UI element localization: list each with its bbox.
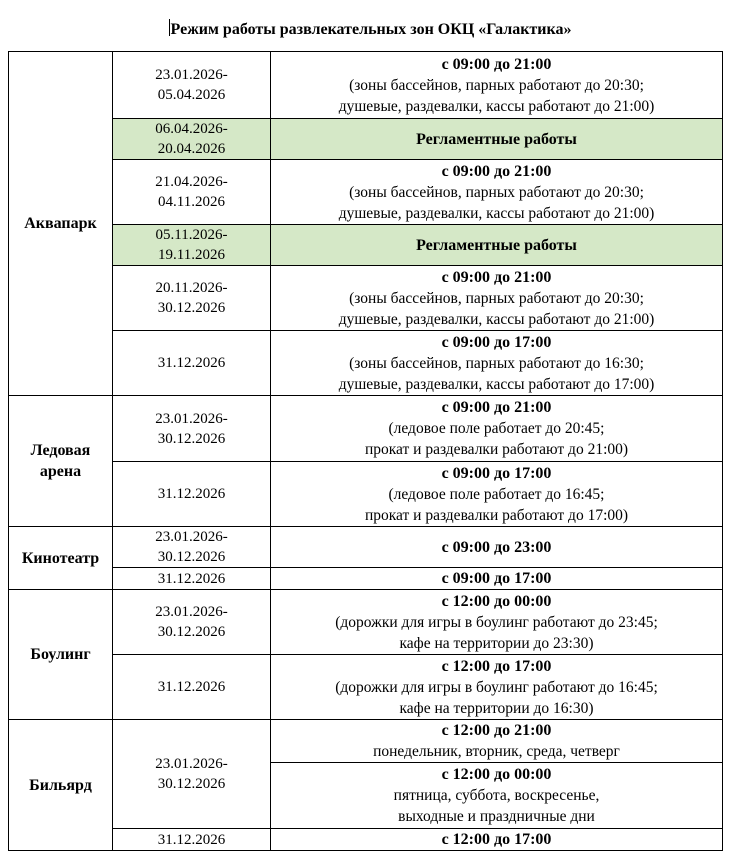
hours-cell: с 12:00 до 00:00 (дорожки для игры в боулинг работают до 23:45; кафе на территории до 23:30) <box>271 590 723 655</box>
hours-cell: с 09:00 до 17:00 <box>271 568 723 590</box>
date-cell: 31.12.2026 <box>113 462 271 527</box>
zone-billiards: Бильярд <box>9 720 113 851</box>
zone-ice-arena: Ледовая арена <box>9 396 113 527</box>
hours-cell: с 09:00 до 21:00 (ледовое поле работает до 20:45; прокат и раздевалки работают до 21:00) <box>271 396 723 462</box>
date-cell: 31.12.2026 <box>113 829 271 851</box>
hours-cell: с 12:00 до 17:00 (дорожки для игры в боулинг работают до 16:45; кафе на территории до 16:30) <box>271 655 723 720</box>
date-cell: 23.01.2026- 30.12.2026 <box>113 396 271 462</box>
zone-cinema: Кинотеатр <box>9 527 113 590</box>
date-cell: 23.01.2026- 30.12.2026 <box>113 590 271 655</box>
table-row <box>9 331 723 396</box>
table-row <box>9 568 723 590</box>
zone-aquapark: Аквапарк <box>9 52 113 396</box>
table-row <box>9 462 723 527</box>
table-row <box>9 720 723 763</box>
table-row <box>9 266 723 331</box>
table-row-maintenance <box>9 119 723 160</box>
page-title: Режим работы развлекательных зон ОКЦ «Галактика» <box>170 21 572 38</box>
table-row <box>9 160 723 225</box>
hours-cell: с 12:00 до 17:00 <box>271 829 723 851</box>
date-cell: 20.11.2026- 30.12.2026 <box>113 266 271 331</box>
date-cell: 06.04.2026- 20.04.2026 <box>113 119 271 160</box>
hours-cell: с 09:00 до 21:00 (зоны бассейнов, парных работают до 20:30; душевые, раздевалки, кассы работают до 21:00) <box>271 52 723 119</box>
date-cell: 23.01.2026- 05.04.2026 <box>113 52 271 119</box>
table-row-maintenance <box>9 225 723 266</box>
schedule-table <box>8 51 723 851</box>
hours-cell: с 12:00 до 00:00 пятница, суббота, воскресенье, выходные и праздничные дни <box>271 763 723 829</box>
date-cell: 31.12.2026 <box>113 331 271 396</box>
hours-cell: с 09:00 до 21:00 (зоны бассейнов, парных работают до 20:30; душевые, раздевалки, кассы работают до 21:00) <box>271 160 723 225</box>
date-cell: 23.01.2026- 30.12.2026 <box>113 527 271 568</box>
date-cell: 31.12.2026 <box>113 655 271 720</box>
table-row <box>9 829 723 851</box>
date-cell: 05.11.2026- 19.11.2026 <box>113 225 271 266</box>
table-row <box>9 590 723 655</box>
date-cell: 31.12.2026 <box>113 568 271 590</box>
maintenance-cell: Регламентные работы <box>271 225 723 266</box>
table-row <box>9 396 723 462</box>
hours-cell: с 09:00 до 23:00 <box>271 527 723 568</box>
date-cell: 23.01.2026- 30.12.2026 <box>113 720 271 829</box>
table-row <box>9 655 723 720</box>
hours-cell: с 09:00 до 21:00 (зоны бассейнов, парных работают до 20:30; душевые, раздевалки, кассы работают до 21:00) <box>271 266 723 331</box>
table-row <box>9 527 723 568</box>
date-cell: 21.04.2026- 04.11.2026 <box>113 160 271 225</box>
hours-cell: с 09:00 до 17:00 (ледовое поле работает до 16:45; прокат и раздевалки работают до 17:00) <box>271 462 723 527</box>
table-row <box>9 52 723 119</box>
maintenance-cell: Регламентные работы <box>271 119 723 160</box>
hours-cell: с 09:00 до 17:00 (зоны бассейнов, парных работают до 16:30; душевые, раздевалки, кассы работают до 17:00) <box>271 331 723 396</box>
text-cursor <box>169 19 170 36</box>
zone-bowling: Боулинг <box>9 590 113 720</box>
hours-cell: с 12:00 до 21:00 понедельник, вторник, среда, четверг <box>271 720 723 763</box>
